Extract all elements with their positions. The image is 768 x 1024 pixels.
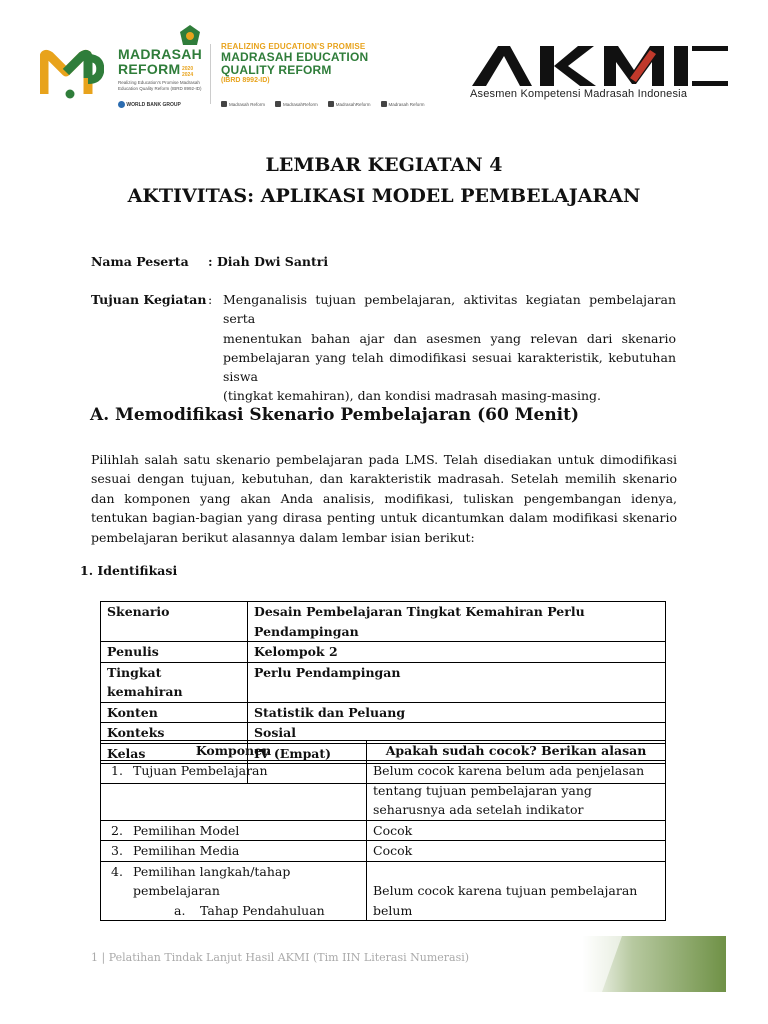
instagram-link[interactable]: MadrasahReform [328,101,371,107]
alasan-header: Apakah sudah cocok? Berikan alasan [367,741,666,761]
tujuan-text: Menganalisis tujuan pembelajaran, aktivitas kegiatan pembelajaran serta menentukan bahan ajar dan asesmen yang relevan dari skenario pembelajaran yang telah dimodifikasi sesuai karakteristik, kebutuhan siswa (tingkat kemahiran), dan kondisi madrasah masing-masing. [223,292,676,404]
table-row [101,861,666,921]
world-bank-icon [118,101,125,108]
section-a-heading: A. Memodifikasi Skenario Pembelajaran (60 Menit) [90,405,580,425]
alasan-cell: Belum cocok karena belum ada penjelasan tentang tujuan pembelajaran yang seharusnya ada setelah indikator [367,761,666,821]
alasan-cell: Belum cocok karena tujuan pembelajaran belum [367,861,666,921]
table-header-row [101,741,666,761]
identity-value: Statistik dan Peluang [248,702,666,723]
facebook-icon [221,101,227,107]
identity-key: Konteks [101,723,248,744]
madrasah-reform-wordmark: MADRASAH REFORM [118,46,203,77]
komponen-cell: 1. Tujuan Pembelajaran [101,761,367,821]
table-row [101,841,666,862]
tujuan-colon: : [208,292,213,307]
identity-key: Kelas [101,743,248,764]
youtube-link[interactable]: Madrasah Reform [381,101,425,107]
akmi-subtitle: Asesmen Kompetensi Madrasah Indonesia [470,88,688,100]
identity-value: Kelompok 2 [248,642,666,663]
identifikasi-heading: 1. Identifikasi [80,563,178,578]
social-links [221,101,425,107]
akmi-logo-icon [470,42,732,90]
identity-value: IV (Empat) [248,743,666,764]
identity-value: Desain Pembelajaran Tingkat Kemahiran Perlu Pendampingan [248,602,666,642]
instagram-icon [328,101,334,107]
world-bank-label: WORLD BANK GROUP [118,101,181,108]
page-subtitle: AKTIVITAS: APLIKASI MODEL PEMBELAJARAN [127,185,641,207]
komponen-table [100,740,666,921]
identity-key: Konten [101,702,248,723]
table-row [101,820,666,841]
nama-label: Nama Peserta [91,254,189,269]
tujuan-label: Tujuan Kegiatan [91,292,207,307]
madrasah-reform-logo-icon [40,44,104,100]
identity-value: Perlu Pendampingan [248,662,666,702]
footer-decoration [582,936,726,992]
nama-value: : Diah Dwi Santri [208,254,329,269]
alasan-cell: Cocok [367,841,666,862]
header-divider [210,44,211,104]
instruction-paragraph: Pilihlah salah satu skenario pembelajaran pada LMS. Telah disediakan untuk dimodifikasi sesuai dengan tujuan, kebutuhan, dan karakteristik madrasah. Setelah memilih skenario dan komponen yang akan Anda analisis, modifikasi, tuliskan pengembangan idenya, tentukan bagian-bagian yang dirasa penting untuk dicantumkan dalam modifikasi skenario pembelajaran berikut alasannya dalam lembar isian berikut: [91,452,677,545]
identity-key: Skenario [101,602,248,642]
youtube-icon [381,101,387,107]
twitter-icon [275,101,281,107]
komponen-cell: 4. Pemilihan langkah/tahap pembelajaran a. Tahap Pendahuluan [101,861,367,921]
komponen-cell: 3. Pemilihan Media [101,841,367,862]
twitter-link[interactable]: MadrasahReform [275,101,318,107]
table-row [101,642,666,663]
page-title: LEMBAR KEGIATAN 4 [265,154,503,176]
table-row [101,702,666,723]
table-row [101,761,666,821]
page-footer: 1 | Pelatihan Tindak Lanjut Hasil AKMI (Tim IIN Literasi Numerasi) [91,951,470,964]
table-row [101,662,666,702]
year-range: 2020 2024 [182,66,194,78]
mequr-block: REALIZING EDUCATION'S PROMISE MADRASAH EDUCATION QUALITY REFORM (IBRD 8992-ID) [221,42,369,84]
identity-key: Tingkat kemahiran [101,662,248,702]
komponen-cell: 2. Pemilihan Model [101,820,367,841]
identity-value: Sosial [248,723,666,744]
identity-key: Penulis [101,642,248,663]
alasan-cell: Cocok [367,820,666,841]
kemenag-emblem-icon [178,24,202,46]
madrasah-tagline: Realizing Education's Promise Madrasah Education Quality Reform (IBRD 8992-ID) [118,80,202,91]
facebook-link[interactable]: Madrasah Reform [221,101,265,107]
komponen-header: Komponen [101,741,367,761]
table-row [101,602,666,642]
